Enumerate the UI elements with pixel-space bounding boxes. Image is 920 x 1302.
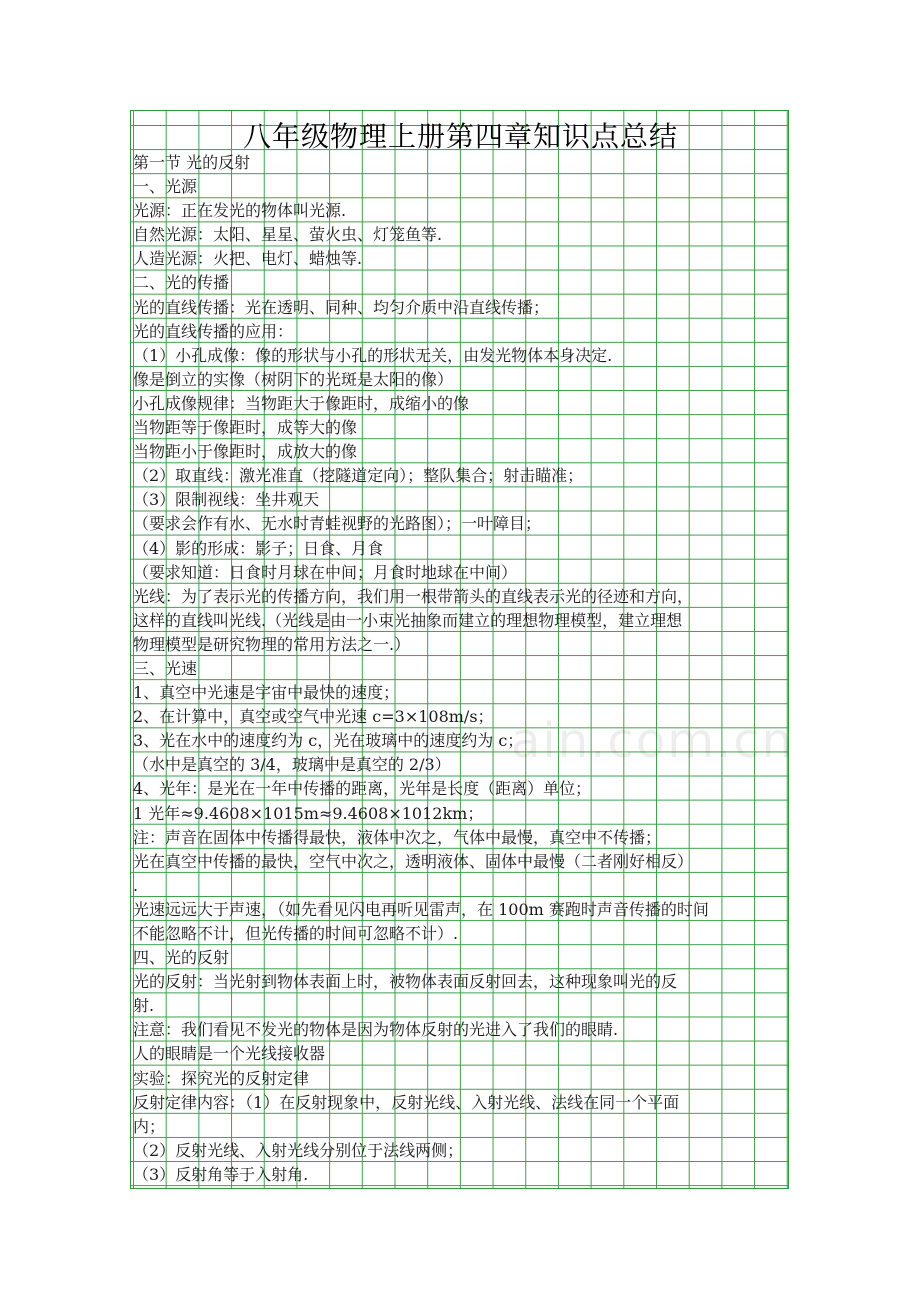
- text-line: 内；: [133, 1116, 166, 1136]
- text-line: 自然光源：太阳、星星、萤火虫、灯笼鱼等.: [133, 225, 443, 245]
- text-line: 光的直线传播的应用：: [133, 321, 294, 341]
- text-line: 人造光源：火把、电灯、蜡烛等.: [133, 249, 363, 269]
- text-line: 光在真空中传播的最快，空气中次之，透明液体、固体中最慢（二者刚好相反）: [133, 851, 694, 871]
- text-line: 1、真空中光速是宇宙中最快的速度；: [133, 683, 400, 703]
- document-body: [133, 151, 783, 1187]
- text-line: 小孔成像规律：当物距大于像距时，成缩小的像: [133, 393, 470, 413]
- text-line: （2）反射光线、入射光线分别位于法线两侧；: [133, 1140, 464, 1160]
- text-line: 不能忽略不计，但光传播的时间可忽略不计）.: [133, 924, 459, 943]
- text-line: 四、光的反射: [133, 948, 230, 968]
- text-line: 注：声音在固体中传播得最快，液体中次之，气体中最慢，真空中不传播；: [133, 827, 662, 847]
- text-line: （要求知道：日食时月球在中间；月食时地球在中间）: [133, 562, 518, 582]
- text-line: 实验：探究光的反射定律: [133, 1068, 310, 1088]
- text-line: 4、光年：是光在一年中传播的距离，光年是长度（距离）单位；: [133, 779, 592, 799]
- text-line: （1）小孔成像：像的形状与小孔的形状无关，由发光物体本身决定.: [133, 345, 613, 365]
- text-line: 光速远远大于声速，（如先看见闪电再听见雷声，在 100m 赛跑时声音传播的时间: [133, 899, 709, 919]
- text-line: 像是倒立的实像（树阴下的光斑是太阳的像）: [133, 369, 454, 389]
- text-line: 三、光速: [133, 658, 198, 678]
- text-line: 反射定律内容：（1）在反射现象中，反射光线、入射光线、法线在同一个平面: [133, 1092, 680, 1112]
- text-line: （2）取直线：激光准直（挖隧道定向）；整队集合；射击瞄准；: [133, 466, 584, 486]
- text-line: 人的眼睛是一个光线接收器: [133, 1044, 326, 1064]
- document-page: [130, 110, 795, 1189]
- text-line: 光源：正在发光的物体叫光源.: [133, 201, 347, 221]
- watermark: ain.com.cn: [511, 713, 795, 769]
- text-line: 光线：为了表示光的传播方向，我们用一根带箭头的直线表示光的径迹和方向，: [133, 586, 694, 606]
- text-line: 光的反射：当光射到物体表面上时，被物体表面反射回去，这种现象叫光的反: [133, 972, 678, 992]
- text-line: 射.: [133, 996, 155, 1016]
- text-line: 二、光的传播: [133, 273, 230, 293]
- text-line: 当物距等于像距时，成等大的像: [133, 418, 358, 438]
- text-line: 注意：我们看见不发光的物体是因为物体反射的光进入了我们的眼睛.: [133, 1020, 619, 1040]
- text-line: 光的直线传播：光在透明、同种、均匀介质中沿直线传播；: [133, 297, 550, 317]
- text-line: 1 光年≈9.4608×1015m≈9.4608×1012km；: [133, 803, 484, 823]
- text-line: 3、光在水中的速度约为 c，光在玻璃中的速度约为 c；: [133, 731, 524, 751]
- text-line: （水中是真空的 3/4，玻璃中是真空的 2/3）: [133, 755, 451, 775]
- text-line: 2、在计算中，真空或空气中光速 c=3×108m/s；: [133, 707, 494, 727]
- text-line: .: [133, 875, 139, 895]
- text-line: 第一节 光的反射: [133, 153, 251, 172]
- text-line: 物理模型是研究物理的常用方法之一.）: [133, 634, 411, 654]
- text-line: （3）限制视线：坐井观天: [133, 490, 320, 510]
- text-line: 当物距小于像距时，成放大的像: [133, 442, 358, 462]
- text-line: （3）反射角等于入射角.: [133, 1164, 309, 1184]
- text-line: 一、光源: [133, 177, 198, 197]
- text-line: 这样的直线叫光线.（光线是由一小束光抽象而建立的理想物理模型，建立理想: [133, 610, 683, 630]
- text-line: （要求会作有水、无水时青蛙视野的光路图）；一叶障目；: [133, 514, 542, 534]
- document-title: 八年级物理上册第四章知识点总结: [242, 120, 678, 153]
- text-line: （4）影的形成：影子；日食、月食: [133, 538, 384, 558]
